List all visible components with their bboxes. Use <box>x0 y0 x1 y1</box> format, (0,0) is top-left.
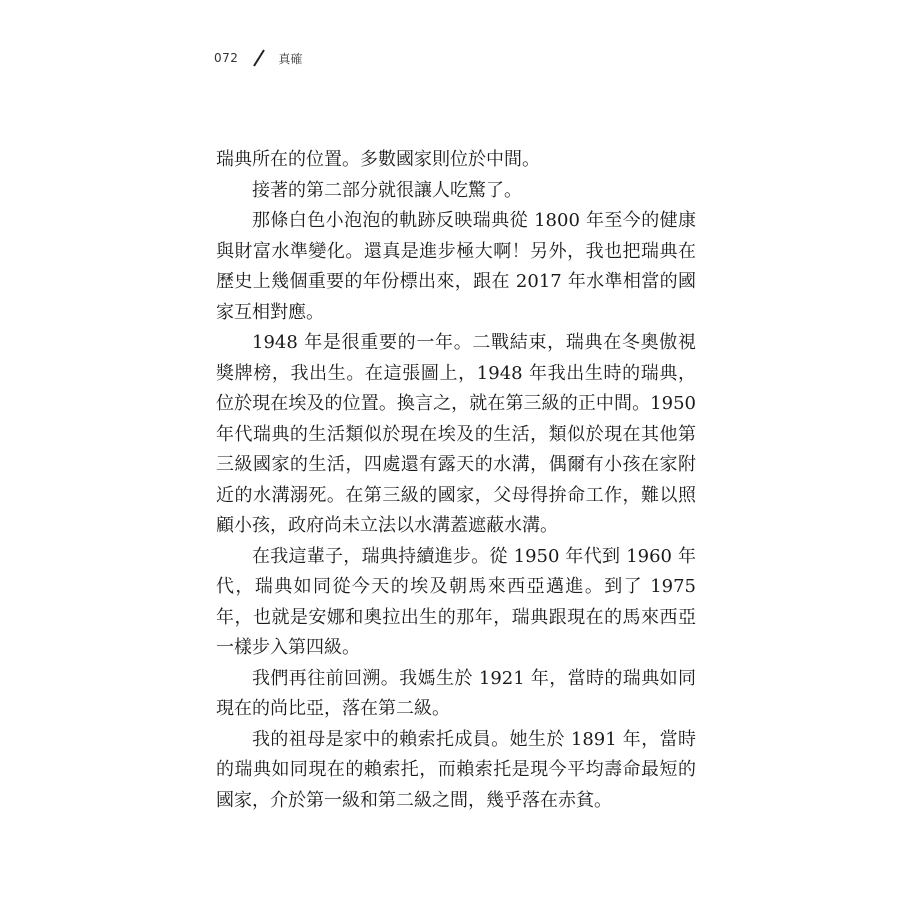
paragraph: 那條白色小泡泡的軌跡反映瑞典從 1800 年至今的健康與財富水準變化。還真是進步極大啊！另外，我也把瑞典在歷史上幾個重要的年份標出來，跟在 2017 年水準相當的國家互相對應。 <box>216 210 696 323</box>
chapter-title: 真確 <box>278 51 303 66</box>
page-number: 072 <box>214 51 239 65</box>
paragraph: 瑞典所在的位置。多數國家則位於中間。 <box>216 149 540 170</box>
slash-separator-icon <box>253 49 265 67</box>
paragraph: 在我這輩子，瑞典持續進步。從 1950 年代到 1960 年代，瑞典如同從今天的埃及朝馬來西亞邁進。到了 1975 年，也就是安娜和奧拉出生的那年，瑞典跟現在的馬來西亞一樣步入第四級。 <box>216 545 696 658</box>
paragraph: 我的祖母是家中的賴索托成員。她生於 1891 年，當時的瑞典如同現在的賴索托，而賴索托是現今平均壽命最短的國家，介於第一級和第二級之間，幾乎落在赤貧。 <box>216 728 696 811</box>
paragraph: 我們再往前回溯。我媽生於 1921 年，當時的瑞典如同現在的尚比亞，落在第二級。 <box>216 667 696 719</box>
page-header <box>214 46 302 70</box>
paragraph: 1948 年是很重要的一年。二戰結束，瑞典在冬奧傲視獎牌榜，我出生。在這張圖上，1948 年我出生時的瑞典，位於現在埃及的位置。換言之，就在第三級的正中間。1950 年代瑞典的生活類似於現在埃及的生活，類似於現在其他第三級國家的生活，四處還有露天的水溝，偶爾有小孩在家附近的水溝溺死。在第三級的國家，父母得拚命工作，難以照顧小孩，政府尚未立法以水溝蓋遮蔽水溝。 <box>216 332 696 536</box>
paragraph: 接著的第二部分就很讓人吃驚了。 <box>252 179 522 201</box>
body-text <box>216 145 696 816</box>
